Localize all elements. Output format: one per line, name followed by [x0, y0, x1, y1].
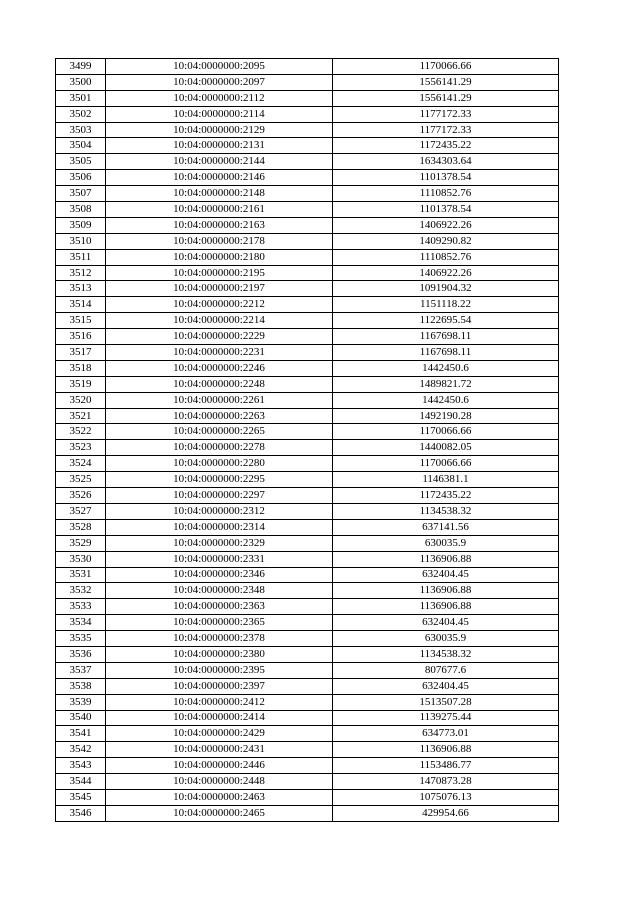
table-row: [56, 678, 559, 694]
cadastral-number-cell: 10:04:0000000:2429: [106, 726, 333, 742]
value-cell: 634773.01: [333, 726, 559, 742]
table-row: [56, 281, 559, 297]
value-cell: 1153486.77: [333, 758, 559, 774]
row-number-cell: 3528: [56, 519, 106, 535]
cadastral-number-cell: 10:04:0000000:2095: [106, 59, 333, 75]
cadastral-number-cell: 10:04:0000000:2129: [106, 122, 333, 138]
row-number-cell: 3524: [56, 456, 106, 472]
row-number-cell: 3540: [56, 710, 106, 726]
table-row: [56, 694, 559, 710]
value-cell: 1091904.32: [333, 281, 559, 297]
row-number-cell: 3542: [56, 742, 106, 758]
value-cell: 1406922.26: [333, 265, 559, 281]
table-row: [56, 583, 559, 599]
value-cell: 1634303.64: [333, 154, 559, 170]
cadastral-number-cell: 10:04:0000000:2278: [106, 440, 333, 456]
table-row: [56, 742, 559, 758]
value-cell: 1492190.28: [333, 408, 559, 424]
table-row: [56, 567, 559, 583]
cadastral-number-cell: 10:04:0000000:2148: [106, 186, 333, 202]
table-row: [56, 59, 559, 75]
value-cell: 1177172.33: [333, 122, 559, 138]
row-number-cell: 3509: [56, 217, 106, 233]
cadastral-number-cell: 10:04:0000000:2329: [106, 535, 333, 551]
table-row: [56, 631, 559, 647]
data-table: [55, 58, 559, 822]
row-number-cell: 3526: [56, 488, 106, 504]
row-number-cell: 3535: [56, 631, 106, 647]
value-cell: 630035.9: [333, 535, 559, 551]
cadastral-number-cell: 10:04:0000000:2195: [106, 265, 333, 281]
table-row: [56, 74, 559, 90]
value-cell: 1110852.76: [333, 249, 559, 265]
cadastral-number-cell: 10:04:0000000:2412: [106, 694, 333, 710]
value-cell: 1151118.22: [333, 297, 559, 313]
table-row: [56, 774, 559, 790]
value-cell: 1556141.29: [333, 90, 559, 106]
table-row: [56, 440, 559, 456]
cadastral-number-cell: 10:04:0000000:2331: [106, 551, 333, 567]
value-cell: 1172435.22: [333, 138, 559, 154]
row-number-cell: 3536: [56, 646, 106, 662]
row-number-cell: 3512: [56, 265, 106, 281]
table-body: [56, 59, 559, 822]
cadastral-number-cell: 10:04:0000000:2348: [106, 583, 333, 599]
value-cell: 1110852.76: [333, 186, 559, 202]
value-cell: 1134538.32: [333, 503, 559, 519]
row-number-cell: 3517: [56, 345, 106, 361]
table-row: [56, 662, 559, 678]
row-number-cell: 3531: [56, 567, 106, 583]
row-number-cell: 3500: [56, 74, 106, 90]
row-number-cell: 3504: [56, 138, 106, 154]
value-cell: 429954.66: [333, 805, 559, 821]
cadastral-number-cell: 10:04:0000000:2178: [106, 233, 333, 249]
row-number-cell: 3516: [56, 329, 106, 345]
table-row: [56, 710, 559, 726]
value-cell: 1101378.54: [333, 202, 559, 218]
value-cell: 1406922.26: [333, 217, 559, 233]
value-cell: 1409290.82: [333, 233, 559, 249]
value-cell: 1075076.13: [333, 789, 559, 805]
cadastral-number-cell: 10:04:0000000:2363: [106, 599, 333, 615]
cadastral-number-cell: 10:04:0000000:2180: [106, 249, 333, 265]
cadastral-number-cell: 10:04:0000000:2212: [106, 297, 333, 313]
cadastral-number-cell: 10:04:0000000:2446: [106, 758, 333, 774]
row-number-cell: 3501: [56, 90, 106, 106]
cadastral-number-cell: 10:04:0000000:2146: [106, 170, 333, 186]
table-row: [56, 488, 559, 504]
cadastral-number-cell: 10:04:0000000:2144: [106, 154, 333, 170]
table-row: [56, 186, 559, 202]
cadastral-number-cell: 10:04:0000000:2265: [106, 424, 333, 440]
cadastral-number-cell: 10:04:0000000:2097: [106, 74, 333, 90]
cadastral-number-cell: 10:04:0000000:2448: [106, 774, 333, 790]
cadastral-number-cell: 10:04:0000000:2380: [106, 646, 333, 662]
table-row: [56, 805, 559, 821]
cadastral-number-cell: 10:04:0000000:2312: [106, 503, 333, 519]
value-cell: 1134538.32: [333, 646, 559, 662]
cadastral-number-cell: 10:04:0000000:2397: [106, 678, 333, 694]
value-cell: 1136906.88: [333, 599, 559, 615]
cadastral-number-cell: 10:04:0000000:2463: [106, 789, 333, 805]
value-cell: 1470873.28: [333, 774, 559, 790]
row-number-cell: 3513: [56, 281, 106, 297]
table-row: [56, 297, 559, 313]
table-row: [56, 456, 559, 472]
table-row: [56, 360, 559, 376]
value-cell: 1122695.54: [333, 313, 559, 329]
table-row: [56, 503, 559, 519]
cadastral-number-cell: 10:04:0000000:2465: [106, 805, 333, 821]
cadastral-number-cell: 10:04:0000000:2161: [106, 202, 333, 218]
row-number-cell: 3527: [56, 503, 106, 519]
row-number-cell: 3546: [56, 805, 106, 821]
row-number-cell: 3521: [56, 408, 106, 424]
row-number-cell: 3510: [56, 233, 106, 249]
value-cell: 1101378.54: [333, 170, 559, 186]
row-number-cell: 3502: [56, 106, 106, 122]
value-cell: 637141.56: [333, 519, 559, 535]
cadastral-number-cell: 10:04:0000000:2365: [106, 615, 333, 631]
table-row: [56, 154, 559, 170]
row-number-cell: 3544: [56, 774, 106, 790]
table-row: [56, 472, 559, 488]
table-row: [56, 599, 559, 615]
row-number-cell: 3522: [56, 424, 106, 440]
table-row: [56, 217, 559, 233]
value-cell: 1170066.66: [333, 424, 559, 440]
row-number-cell: 3538: [56, 678, 106, 694]
cadastral-number-cell: 10:04:0000000:2378: [106, 631, 333, 647]
value-cell: 1136906.88: [333, 583, 559, 599]
table-row: [56, 615, 559, 631]
table-row: [56, 329, 559, 345]
cadastral-number-cell: 10:04:0000000:2263: [106, 408, 333, 424]
table-row: [56, 249, 559, 265]
cadastral-number-cell: 10:04:0000000:2231: [106, 345, 333, 361]
row-number-cell: 3541: [56, 726, 106, 742]
cadastral-number-cell: 10:04:0000000:2295: [106, 472, 333, 488]
cadastral-number-cell: 10:04:0000000:2280: [106, 456, 333, 472]
row-number-cell: 3499: [56, 59, 106, 75]
row-number-cell: 3514: [56, 297, 106, 313]
table-row: [56, 170, 559, 186]
table-row: [56, 758, 559, 774]
row-number-cell: 3529: [56, 535, 106, 551]
table-row: [56, 551, 559, 567]
cadastral-number-cell: 10:04:0000000:2414: [106, 710, 333, 726]
cadastral-number-cell: 10:04:0000000:2114: [106, 106, 333, 122]
value-cell: 807677.6: [333, 662, 559, 678]
row-number-cell: 3523: [56, 440, 106, 456]
row-number-cell: 3515: [56, 313, 106, 329]
value-cell: 1172435.22: [333, 488, 559, 504]
table-row: [56, 519, 559, 535]
row-number-cell: 3519: [56, 376, 106, 392]
cadastral-number-cell: 10:04:0000000:2112: [106, 90, 333, 106]
table-row: [56, 789, 559, 805]
value-cell: 1442450.6: [333, 360, 559, 376]
table-row: [56, 233, 559, 249]
row-number-cell: 3508: [56, 202, 106, 218]
cadastral-number-cell: 10:04:0000000:2248: [106, 376, 333, 392]
row-number-cell: 3505: [56, 154, 106, 170]
cadastral-number-cell: 10:04:0000000:2246: [106, 360, 333, 376]
cadastral-number-cell: 10:04:0000000:2314: [106, 519, 333, 535]
cadastral-number-cell: 10:04:0000000:2346: [106, 567, 333, 583]
row-number-cell: 3520: [56, 392, 106, 408]
value-cell: 1440082.05: [333, 440, 559, 456]
value-cell: 632404.45: [333, 567, 559, 583]
table-row: [56, 265, 559, 281]
value-cell: 632404.45: [333, 678, 559, 694]
row-number-cell: 3533: [56, 599, 106, 615]
table-row: [56, 535, 559, 551]
table-row: [56, 646, 559, 662]
row-number-cell: 3537: [56, 662, 106, 678]
cadastral-number-cell: 10:04:0000000:2163: [106, 217, 333, 233]
value-cell: 1146381.1: [333, 472, 559, 488]
table-row: [56, 726, 559, 742]
table-row: [56, 122, 559, 138]
row-number-cell: 3534: [56, 615, 106, 631]
cadastral-number-cell: 10:04:0000000:2297: [106, 488, 333, 504]
row-number-cell: 3518: [56, 360, 106, 376]
table-row: [56, 376, 559, 392]
value-cell: 1167698.11: [333, 345, 559, 361]
value-cell: 1556141.29: [333, 74, 559, 90]
table-row: [56, 202, 559, 218]
row-number-cell: 3511: [56, 249, 106, 265]
cadastral-number-cell: 10:04:0000000:2261: [106, 392, 333, 408]
value-cell: 1139275.44: [333, 710, 559, 726]
value-cell: 1170066.66: [333, 59, 559, 75]
table-row: [56, 90, 559, 106]
table-row: [56, 138, 559, 154]
value-cell: 1177172.33: [333, 106, 559, 122]
table-row: [56, 313, 559, 329]
table-row: [56, 408, 559, 424]
cadastral-number-cell: 10:04:0000000:2229: [106, 329, 333, 345]
row-number-cell: 3545: [56, 789, 106, 805]
cadastral-number-cell: 10:04:0000000:2197: [106, 281, 333, 297]
cadastral-number-cell: 10:04:0000000:2431: [106, 742, 333, 758]
cadastral-number-cell: 10:04:0000000:2395: [106, 662, 333, 678]
cadastral-number-cell: 10:04:0000000:2214: [106, 313, 333, 329]
value-cell: 1442450.6: [333, 392, 559, 408]
value-cell: 1136906.88: [333, 551, 559, 567]
table-row: [56, 106, 559, 122]
value-cell: 1167698.11: [333, 329, 559, 345]
row-number-cell: 3506: [56, 170, 106, 186]
row-number-cell: 3539: [56, 694, 106, 710]
row-number-cell: 3503: [56, 122, 106, 138]
value-cell: 1489821.72: [333, 376, 559, 392]
value-cell: 632404.45: [333, 615, 559, 631]
row-number-cell: 3532: [56, 583, 106, 599]
value-cell: 630035.9: [333, 631, 559, 647]
value-cell: 1513507.28: [333, 694, 559, 710]
row-number-cell: 3525: [56, 472, 106, 488]
row-number-cell: 3543: [56, 758, 106, 774]
value-cell: 1136906.88: [333, 742, 559, 758]
table-row: [56, 392, 559, 408]
row-number-cell: 3507: [56, 186, 106, 202]
cadastral-number-cell: 10:04:0000000:2131: [106, 138, 333, 154]
table-row: [56, 424, 559, 440]
row-number-cell: 3530: [56, 551, 106, 567]
table-row: [56, 345, 559, 361]
value-cell: 1170066.66: [333, 456, 559, 472]
